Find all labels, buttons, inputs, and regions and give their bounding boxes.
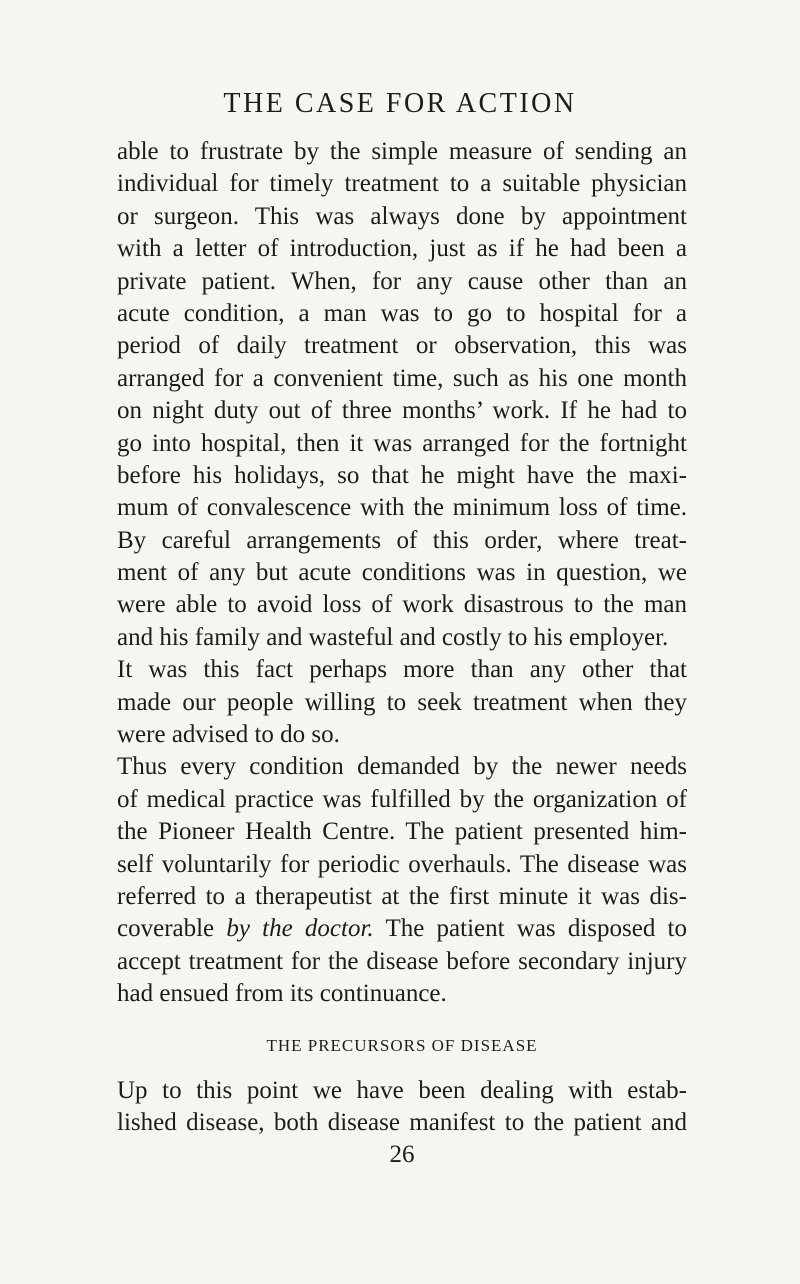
paragraph-1 (117, 136, 687, 654)
text-line-with-italic (117, 913, 687, 945)
text-line: on night duty out of three months’ work. If he had to (117, 397, 687, 425)
text-span: coverable (117, 915, 227, 943)
running-head: THE CASE FOR ACTION (223, 88, 577, 119)
text-line: before his holidays, so that he might have the maxi- (117, 461, 687, 489)
page-number: 26 (389, 1141, 415, 1169)
italic-phrase: by the doctor. (226, 915, 374, 943)
text-line: accept treatment for the disease before secondary injury (117, 947, 687, 975)
text-line: mum of convalescence with the minimum loss of time. (117, 494, 687, 522)
text-line: referred to a therapeutist at the first minute it was dis- (117, 882, 687, 910)
text-line: were able to avoid loss of work disastrous to the man (117, 591, 687, 619)
text-line: and his family and wasteful and costly to his employer. (117, 623, 669, 651)
body-text (117, 136, 687, 1171)
text-line: By careful arrangements of this order, where treat- (117, 526, 687, 554)
text-line: Up to this point we have been dealing with estab- (117, 1076, 687, 1104)
text-line: made our people willing to seek treatment when they (117, 688, 687, 716)
text-line: arranged for a convenient time, such as his one month (117, 364, 687, 392)
paragraph-2 (117, 654, 687, 751)
text-line: with a letter of introduction, just as if he had been a (117, 235, 687, 263)
text-line: had ensued from its continuance. (117, 980, 447, 1008)
text-line: individual for timely treatment to a suitable physician (117, 170, 687, 198)
text-line: self voluntarily for periodic overhauls. The disease was (117, 850, 687, 878)
text-line: private patient. When, for any cause other than an (117, 267, 687, 295)
text-line: or surgeon. This was always done by appointment (117, 202, 687, 230)
text-line: able to frustrate by the simple measure of sending an (117, 138, 687, 165)
text-line: acute condition, a man was to go to hospital for a (117, 299, 687, 327)
text-line: period of daily treatment or observation, this was (117, 332, 687, 360)
text-span: The patient was disposed to (373, 915, 688, 943)
paragraph-3 (117, 751, 687, 1010)
section-heading: THE PRECURSORS OF DISEASE (266, 1035, 538, 1055)
text-line: It was this fact perhaps more than any other that (117, 656, 687, 684)
text-line: ment of any but acute conditions was in question, we (117, 559, 687, 587)
text-line: were advised to do so. (117, 721, 340, 749)
text-line: of medical practice was fulfilled by the organization of (117, 785, 687, 813)
paragraph-4 (117, 1075, 687, 1140)
text-line: lished disease, both disease manifest to the patient and (117, 1108, 687, 1136)
text-line: go into hospital, then it was arranged for the fortnight (117, 429, 687, 457)
text-line: Thus every condition demanded by the newer needs (117, 753, 687, 781)
text-line: the Pioneer Health Centre. The patient presented him- (117, 818, 687, 846)
